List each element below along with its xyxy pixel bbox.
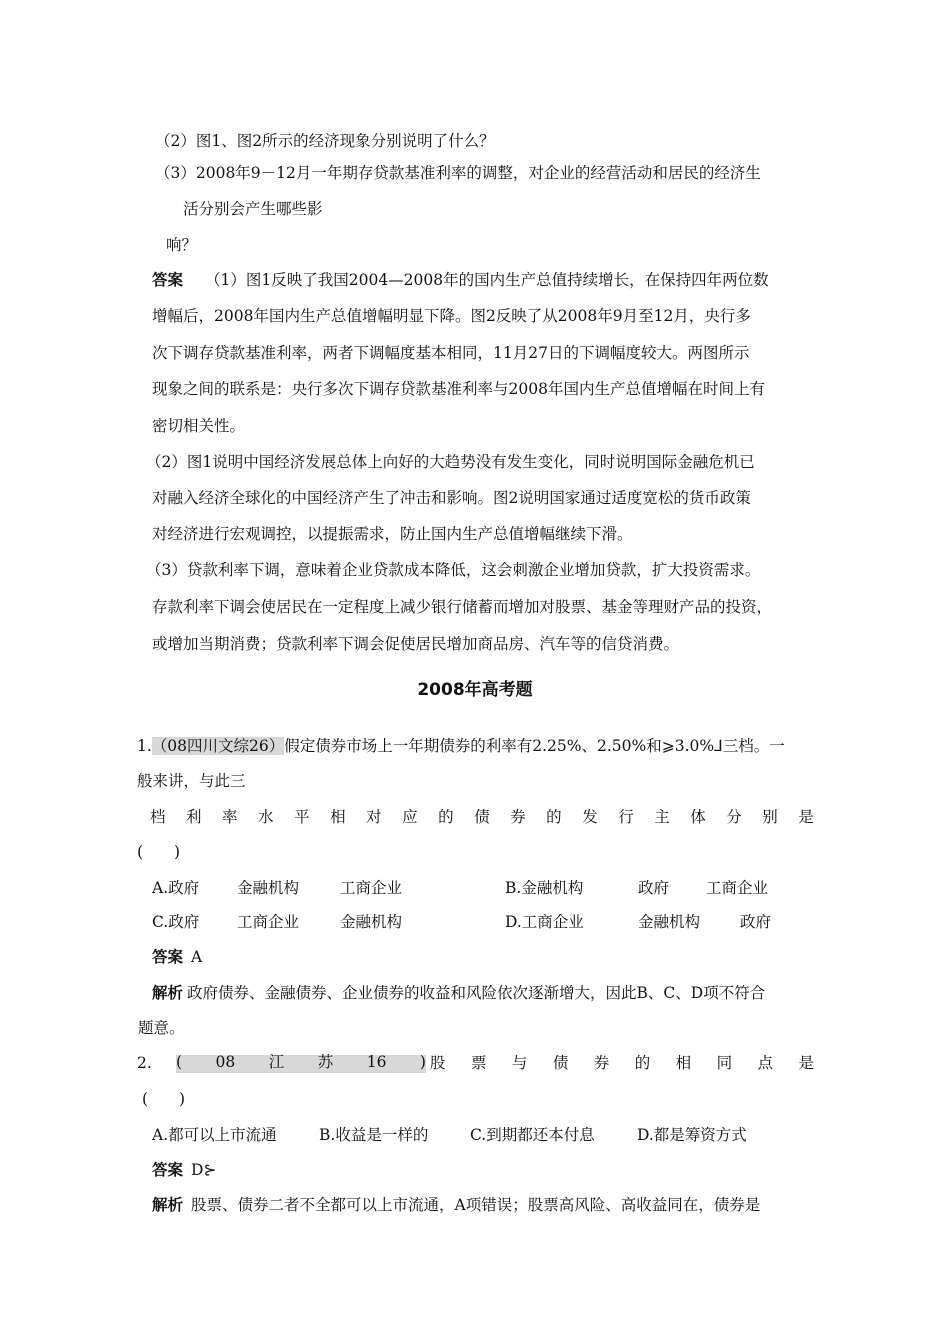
q2-char: 点	[757, 1054, 774, 1072]
q1-glyph-a: ⩾	[661, 737, 675, 755]
question-part-3-line-3: 响？	[166, 236, 198, 254]
q1-char: 档	[150, 808, 166, 826]
q1-glyph-b: ⅃	[714, 737, 723, 755]
q2-char: 债	[552, 1054, 569, 1072]
q1-line-2: 般来讲，与此三	[137, 772, 246, 790]
q1-char: 是	[798, 808, 814, 826]
answer-line-10: 存款利率下调会使居民在一定程度上减少银行储蓄而增加对股票、基金等理财产品的投资，	[152, 598, 773, 616]
q1-option-b-2: 政府	[638, 879, 670, 897]
q1-text-b: 3.0%	[674, 737, 715, 755]
q1-char: 利	[186, 808, 202, 826]
q1-char: 别	[762, 808, 778, 826]
q1-char: 体	[690, 808, 706, 826]
q2-char: 票	[470, 1054, 487, 1072]
q1-char: 券	[510, 808, 526, 826]
q2-text	[430, 1056, 814, 1072]
q1-char: 发	[582, 808, 598, 826]
q2-answer: D	[191, 1161, 204, 1179]
q1-option-a-3: 工商企业	[340, 879, 403, 897]
q1-analysis-text: 政府债券、金融债券、企业债券的收益和风险依次逐渐增大，因此B、C、D项不符合	[187, 984, 766, 1002]
q2-char: 券	[593, 1054, 610, 1072]
q1-char: 的	[546, 808, 562, 826]
q1-char: 主	[654, 808, 670, 826]
q1-line-3	[150, 810, 814, 826]
q1-char: 平	[294, 808, 310, 826]
answer-line-8: 对经济进行宏观调控，以提振需求，防止国内生产总值增幅继续下滑。	[152, 525, 633, 543]
q2-char: 的	[634, 1054, 651, 1072]
q1-char: 分	[726, 808, 742, 826]
q2-analysis-label: 解析	[152, 1196, 184, 1214]
q1-analysis-label: 解析	[152, 984, 184, 1002]
answer-line-9: （3）贷款利率下调，意味着企业贷款成本降低，这会刺激企业增加贷款，扩大投资需求。	[146, 561, 761, 579]
answer-line-11: 或增加当期消费；贷款利率下调会促使居民增加商品房、汽车等的信贷消费。	[152, 635, 680, 653]
q1-answer: A	[191, 948, 203, 966]
q2-option-a: A.都可以上市流通	[152, 1126, 277, 1144]
q2-analysis-text: 股票、债券二者不全都可以上市流通，A项错误；股票高风险、高收益同在，债券是	[191, 1196, 761, 1214]
answer-line-2: 增幅后，2008年国内生产总值增幅明显下降。图2反映了从2008年9月至12月，央行多	[152, 307, 751, 325]
question-part-3-line-2: 活分别会产生哪些影	[183, 200, 323, 218]
q1-char: 率	[222, 808, 238, 826]
q1-char: 行	[618, 808, 634, 826]
q2-source-char: )	[419, 1053, 426, 1071]
q2-answer-glyph: ⊱	[203, 1161, 217, 1179]
q1-text-c: 三档。一	[722, 737, 785, 755]
q1-char: 债	[474, 808, 490, 826]
q2-source	[176, 1055, 426, 1073]
q2-char: 相	[675, 1054, 692, 1072]
q2-source-char: 08	[215, 1053, 236, 1071]
q2-char: 同	[716, 1054, 733, 1072]
q1-option-a-2: 金融机构	[237, 879, 300, 897]
q1-char: 对	[366, 808, 382, 826]
q1-char: 相	[330, 808, 346, 826]
q2-answer-line	[152, 1163, 216, 1179]
q2-option-c: C.到期都还本付息	[470, 1126, 595, 1144]
q2-analysis-line-1	[152, 1198, 760, 1214]
answer-line-1	[152, 273, 769, 289]
q1-option-d-3: 政府	[740, 913, 772, 931]
q2-source-char: 16	[366, 1053, 387, 1071]
answer-part-1-text: （1）图1反映了我国2004—2008年的国内生产总值持续增长，在保持四年两位数	[205, 271, 769, 289]
q1-analysis-line-1	[152, 986, 765, 1002]
q2-char: 股	[430, 1054, 446, 1072]
q1-line-1	[137, 739, 785, 755]
q1-option-c-2: 工商企业	[237, 913, 300, 931]
q2-source-char: 苏	[317, 1053, 334, 1071]
q1-option-d-2: 金融机构	[638, 913, 701, 931]
q1-analysis-line-2: 题意。	[138, 1019, 185, 1037]
q1-option-a-1: A.政府	[152, 879, 200, 897]
answer-line-5: 密切相关性。	[152, 417, 246, 435]
section-title: 2008年高考题	[417, 680, 533, 700]
answer-line-6: （2）图1说明中国经济发展总体上向好的大趋势没有发生变化，同时说明国际金融危机已	[146, 453, 755, 471]
answer-label: 答案	[152, 271, 184, 289]
answer-line-3: 次下调存贷款基准利率，两者下调幅度基本相同，11月27日的下调幅度较大。两图所示	[152, 344, 750, 362]
q2-paren: ( )	[142, 1090, 186, 1108]
q1-answer-line	[152, 950, 202, 966]
q2-char: 与	[511, 1054, 528, 1072]
q1-answer-label: 答案	[152, 948, 184, 966]
q1-char: 的	[438, 808, 454, 826]
answer-line-4: 现象之间的联系是：央行多次下调存贷款基准利率与2008年国内生产总值增幅在时间上有	[152, 380, 765, 398]
q2-source-char: 江	[268, 1053, 285, 1071]
q1-option-b-3: 工商企业	[706, 879, 769, 897]
q2-number: 2.	[137, 1054, 152, 1072]
q2-option-b: B.收益是一样的	[319, 1126, 429, 1144]
q1-text-a: 假定债券市场上一年期债券的利率有2.25%、2.50%和	[284, 737, 662, 755]
q1-option-b-1: B.金融机构	[505, 879, 584, 897]
answer-line-7: 对融入经济全球化的中国经济产生了冲击和影响。图2说明国家通过适度宽松的货币政策	[152, 489, 751, 507]
q2-char: 是	[798, 1054, 814, 1072]
question-part-2: （2）图1、图2所示的经济现象分别说明了什么？	[155, 132, 495, 150]
q2-answer-label: 答案	[152, 1161, 184, 1179]
q1-source: （08四川文综26）	[151, 737, 285, 755]
q2-source-char: (	[176, 1053, 183, 1071]
q1-option-c-3: 金融机构	[340, 913, 403, 931]
q1-char: 水	[258, 808, 274, 826]
q1-paren: ( )	[137, 843, 181, 861]
q1-char: 应	[402, 808, 418, 826]
question-part-3-line-1: （3）2008年9－12月一年期存贷款基准利率的调整，对企业的经营活动和居民的经济生	[155, 164, 761, 182]
q1-option-c-1: C.政府	[152, 913, 200, 931]
q2-option-d: D.都是筹资方式	[637, 1126, 747, 1144]
q1-option-d-1: D.工商企业	[505, 913, 584, 931]
q1-number: 1.	[137, 737, 152, 755]
